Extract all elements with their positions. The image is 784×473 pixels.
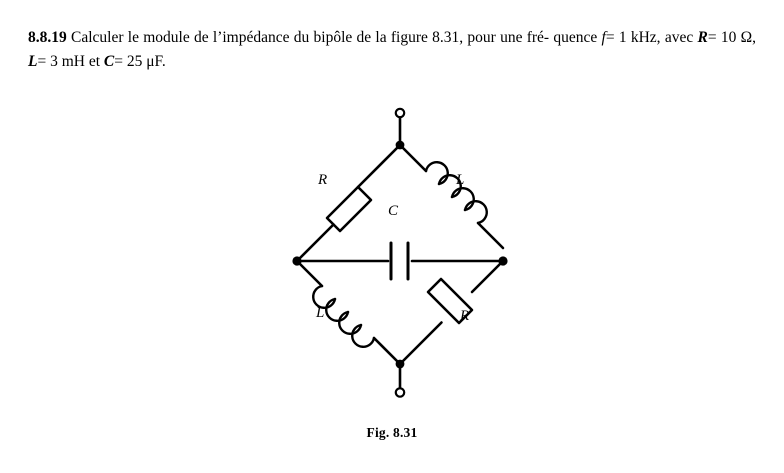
wire-top-right-upper: [400, 145, 426, 171]
wire-bottom-right-lower: [400, 323, 442, 365]
wire-bottom-left-lower: [374, 338, 400, 364]
figure-caption: Fig. 8.31: [366, 425, 418, 440]
exercise-text-line1: Calculer le module de l’impédance du bipôle de la figure 8.31, pour une fré-: [71, 29, 550, 46]
label-inductor-bottom-left: L: [316, 305, 325, 321]
wire-top-left-lower: [297, 225, 334, 262]
label-inductor-top-right: L: [456, 172, 465, 188]
value-inductance: = 3 mH et: [37, 53, 101, 71]
circuit-figure: [240, 100, 560, 410]
label-resistor-top-left: R: [318, 172, 328, 188]
exercise-text-line2-lead: quence: [553, 29, 598, 46]
label-capacitor-middle: C: [388, 203, 399, 219]
capacitor-middle: [391, 243, 408, 279]
terminal-top-dot: [396, 109, 404, 117]
symbol-resistance: R: [697, 29, 708, 46]
wire-bottom-left-upper: [297, 261, 322, 286]
symbol-inductance: L: [28, 53, 38, 71]
terminal-bottom-dot: [396, 388, 404, 396]
label-resistor-bottom-right: R: [460, 308, 470, 324]
wire-top-left-upper: [358, 145, 400, 187]
exercise-statement: [28, 26, 756, 74]
bridge-circuit-diagram: [240, 100, 560, 410]
value-capacitance: = 25 μF.: [114, 53, 166, 71]
value-frequency: = 1 kHz, avec: [605, 29, 694, 46]
symbol-capacitance: C: [103, 53, 115, 71]
wire-top-right-lower: [478, 223, 503, 248]
value-resistance: = 10 Ω,: [707, 29, 756, 46]
symbol-frequency: f: [601, 29, 606, 46]
exercise-number: 8.8.19: [28, 29, 67, 46]
wire-bottom-right-upper: [472, 261, 503, 292]
